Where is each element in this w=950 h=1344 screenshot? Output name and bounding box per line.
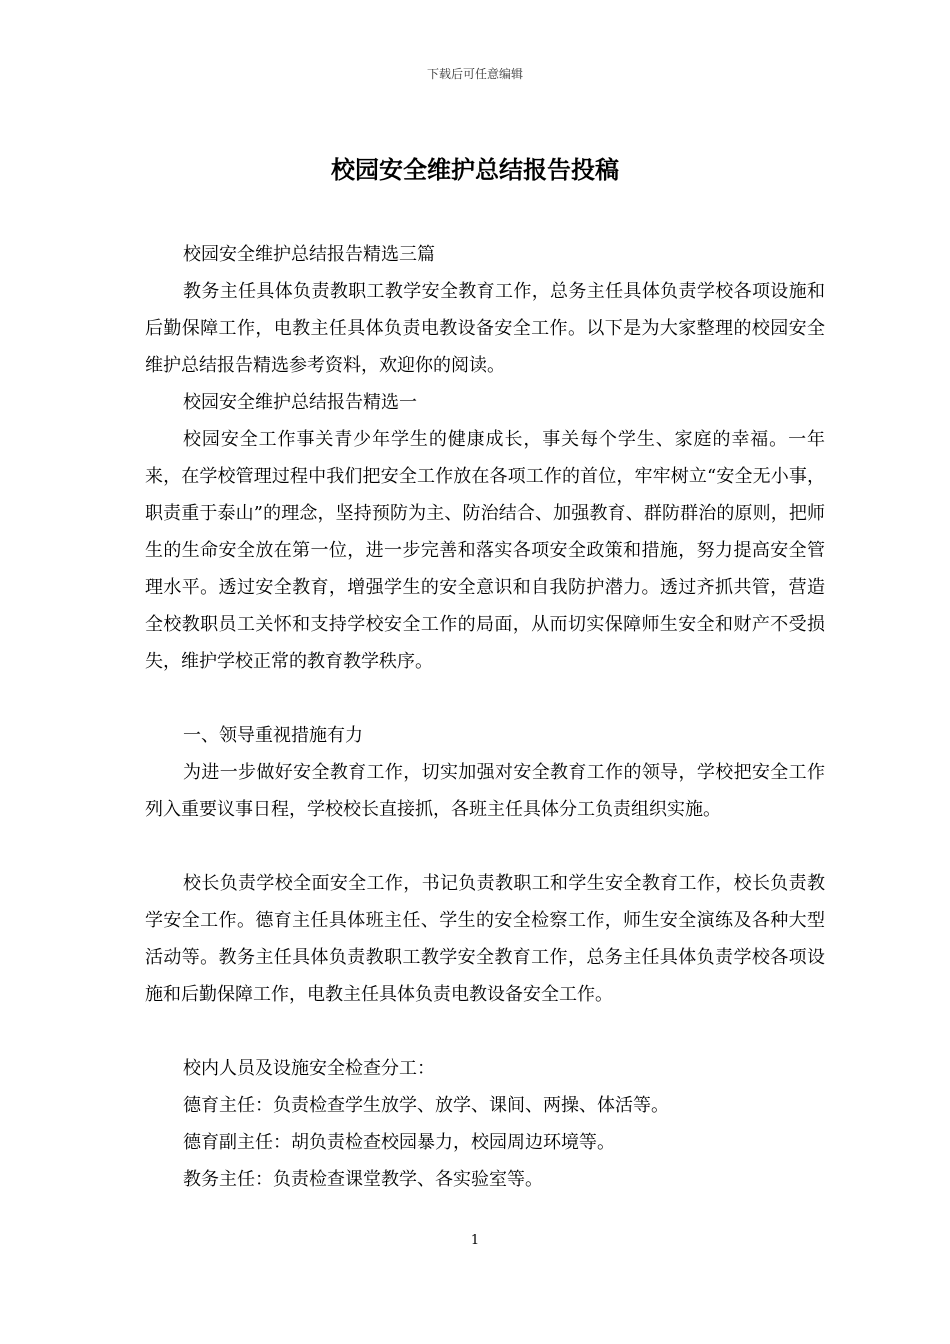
body-paragraph: 为进一步做好安全教育工作，切实加强对安全教育工作的领导，学校把安全工作列入重要议事日程，学校校长直接抓，各班主任具体分工负责组织实施。 — [145, 762, 825, 820]
paragraph-spacer — [145, 828, 825, 865]
section-heading: 校园安全维护总结报告精选三篇 — [183, 244, 435, 265]
list-item: 德育副主任：胡负责检查校园暴力，校园周边环境等。 — [183, 1132, 615, 1153]
section-heading: 校园安全维护总结报告精选一 — [183, 392, 417, 413]
header-note: 下载后可任意编辑 — [426, 67, 523, 81]
body-paragraph: 校园安全工作事关青少年学生的健康成长，事关每个学生、家庭的幸福。一年来，在学校管理过程中我们把安全工作放在各项工作的首位，牢牢树立“安全无小事，职责重于泰山”的理念，坚持预防为主、防治结合、加强教育、群防群治的原则，把师生的生命安全放在第一位，进一步完善和落实各项安全政策和措施，努力提高安全管理水平。透过安全教育，增强学生的安全意识和自我防护潜力。透过齐抓共管，营造全校教职员工关怀和支持学校安全工作的局面，从而切实保障师生安全和财产不受损失，维护学校正常的教育教学秩序。 — [145, 429, 825, 672]
paragraph-spacer — [145, 1013, 825, 1050]
list-item: 教务主任：负责检查课堂教学、各实验室等。 — [183, 1169, 543, 1190]
paragraph-spacer — [145, 680, 825, 717]
document-body — [145, 236, 825, 1198]
intro-paragraph: 教务主任具体负责教职工教学安全教育工作，总务主任具体负责学校各项设施和后勤保障工作，电教主任具体负责电教设备安全工作。以下是为大家整理的校园安全维护总结报告精选参考资料，欢迎你的阅读。 — [145, 281, 825, 376]
document-title: 校园安全维护总结报告投稿 — [331, 155, 619, 184]
list-item: 德育主任：负责检查学生放学、放学、课间、两操、体活等。 — [183, 1095, 669, 1116]
list-heading: 校内人员及设施安全检查分工： — [183, 1058, 435, 1079]
section-heading: 一、领导重视措施有力 — [183, 725, 363, 746]
body-paragraph: 校长负责学校全面安全工作，书记负责教职工和学生安全教育工作，校长负责教学安全工作。德育主任具体班主任、学生的安全检察工作，师生安全演练及各种大型活动等。教务主任具体负责教职工教学安全教育工作，总务主任具体负责学校各项设施和后勤保障工作，电教主任具体负责电教设备安全工作。 — [145, 873, 825, 1005]
page-number: 1 — [470, 1233, 480, 1248]
